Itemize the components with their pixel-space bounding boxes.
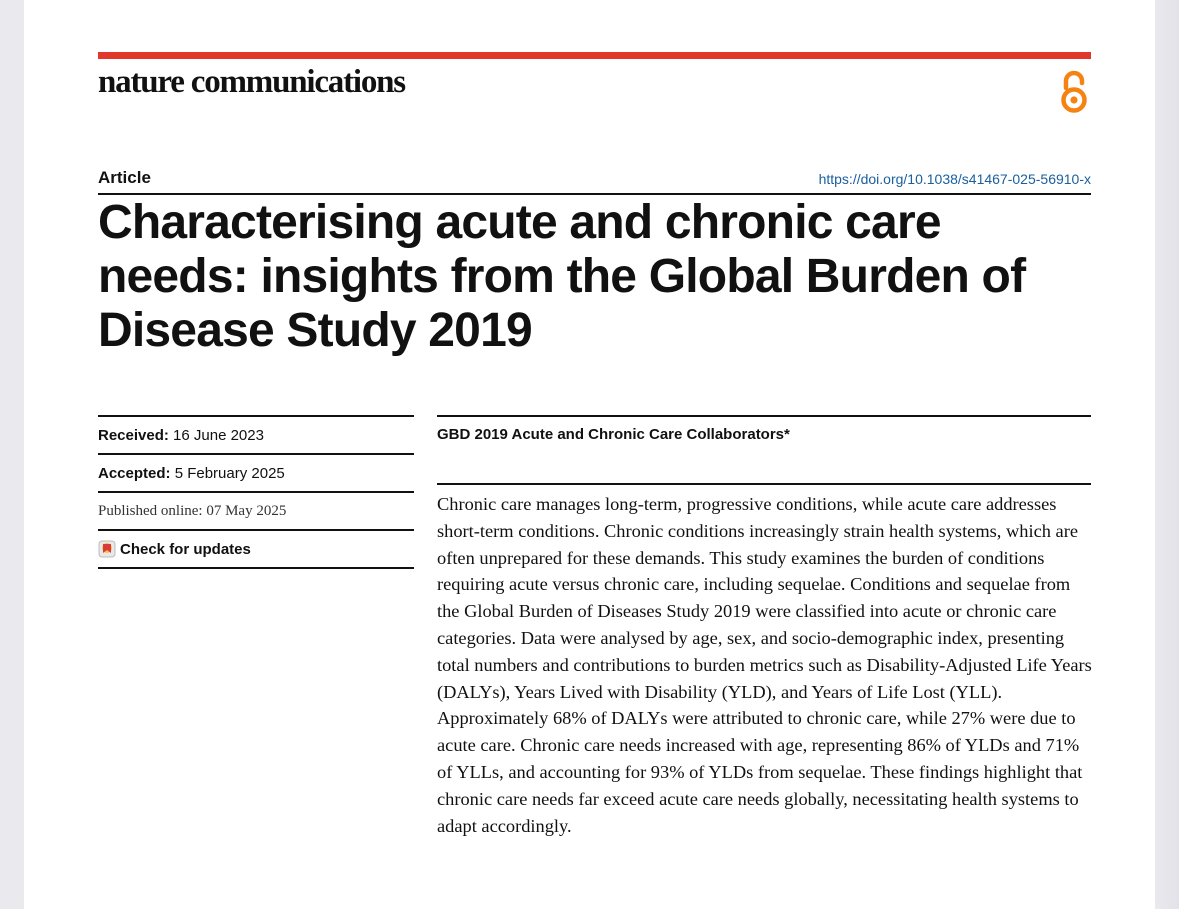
article-page xyxy=(24,0,1155,909)
journal-name[interactable]: nature communications xyxy=(98,64,405,100)
accepted-value: 5 February 2025 xyxy=(174,464,285,482)
article-type: Article xyxy=(98,168,151,187)
title-divider xyxy=(98,193,1091,195)
accepted-label: Accepted: xyxy=(98,464,171,482)
check-for-updates-label: Check for updates xyxy=(120,540,251,558)
published-date: Published online: 07 May 2025 xyxy=(98,493,414,531)
received-date xyxy=(98,417,414,455)
doi-link[interactable]: https://doi.org/10.1038/s41467-025-56910-x xyxy=(818,171,1091,187)
viewer-margin xyxy=(1155,0,1179,909)
article-metadata xyxy=(98,415,414,569)
authors-divider xyxy=(437,415,1091,417)
check-for-updates-icon xyxy=(98,540,116,558)
received-value: 16 June 2023 xyxy=(173,426,264,444)
author-group[interactable]: GBD 2019 Acute and Chronic Care Collaborators* xyxy=(437,426,790,443)
journal-accent-bar xyxy=(98,52,1091,59)
abstract-divider xyxy=(437,483,1091,485)
check-for-updates-button[interactable] xyxy=(98,531,414,569)
accepted-date xyxy=(98,455,414,493)
open-access-icon xyxy=(1058,68,1090,114)
received-label: Received: xyxy=(98,426,169,444)
article-title: Characterising acute and chronic care needs: insights from the Global Burden of Disease Study 2019 xyxy=(98,196,1026,357)
abstract-text: Chronic care manages long-term, progressive conditions, while acute care addresses short-term conditions. Chronic conditions increasingly strain health systems, which are often unprepared for these demands. This study examines the burden of conditions requiring acute versus chronic care, including sequelae. Conditions and sequelae from the Global Burden of Diseases Study 2019 were classified into acute or chronic care categories. Data were analysed by age, sex, and socio-demographic index, presenting total numbers and contributions to burden metrics such as Disability-Adjusted Life Years (DALYs), Years Lived with Disability (YLD), and Years of Life Lost (YLL). Approximately 68% of DALYs were attributed to chronic care, while 27% were due to acute care. Chronic care needs increased with age, representing 86% of YLDs and 71% of YLLs, and accounting for 93% of YLDs from sequelae. These findings highlight that chronic care needs far exceed acute care needs globally, necessitating health systems to adapt accordingly. xyxy=(437,494,1092,836)
